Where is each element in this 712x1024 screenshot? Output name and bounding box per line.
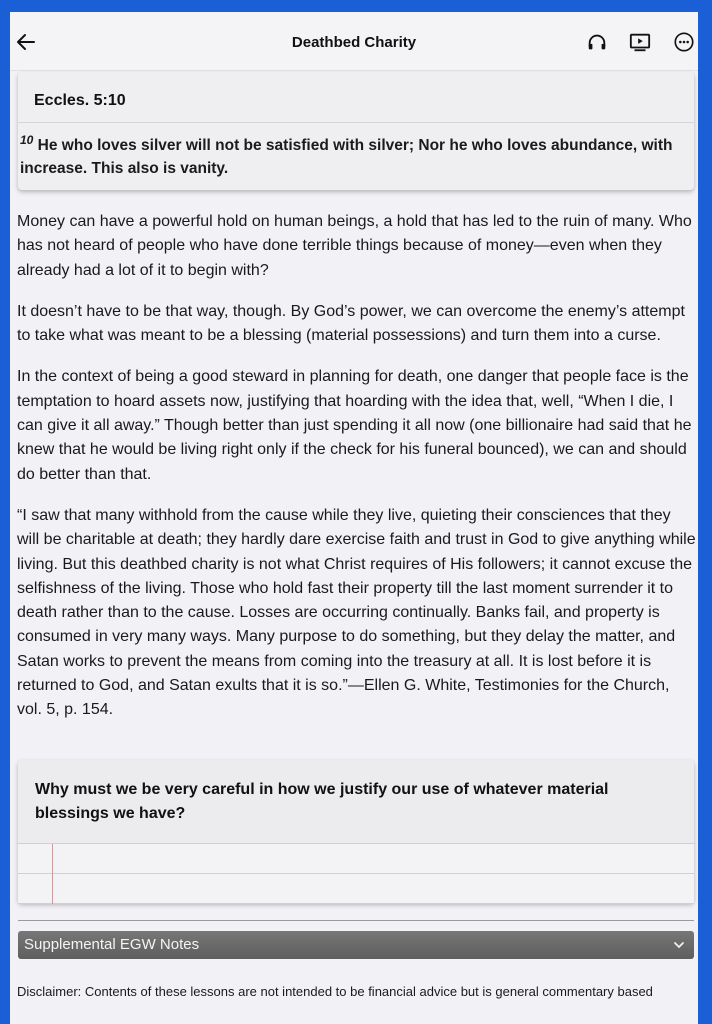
verse-divider [18,122,694,123]
answer-input[interactable] [18,843,694,904]
top-bar [10,12,698,71]
verse-body: He who loves silver will not be satisfied with silver; Nor he who loves abundance, with increase. This also is vanity. [20,137,673,177]
question-card [18,760,694,903]
section-divider [18,920,694,921]
more-options-icon[interactable] [673,31,695,53]
paragraph: “I saw that many withhold from the cause while they live, quieting their consciences that they will be charitable at death; they hardly dare exercise faith and trust in God to give anything while living. But this deathbed charity is not what Christ requires of His followers; it cannot excuse the selfishness of the living. Those who hold fast their property till the last moment surrender it to death rather than to the cause. Losses are occurring continually. Banks fail, and property is consumed in very many ways. Many purpose to do something, but they delay the matter, and Satan works to prevent the means from coming into the treasury at all. It is lost before it is returned to God, and Satan exults that it is so.”—Ellen G. White, Testimonies for the Church, vol. 5, p. 154. [17,506,696,719]
verse-reference[interactable]: Eccles. 5:10 [34,92,126,109]
paragraph: Money can have a powerful hold on human beings, a hold that has led to the ruin of many. Who has not heard of people who have done terrible things because of money—even when they already had a lot of it to begin with? [17,213,692,279]
paragraph: It doesn’t have to be that way, though. By God’s power, we can overcome the enemy’s attempt to take what was meant to be a blessing (material possessions) and turn them into a curse. [17,302,685,345]
verse-text [20,134,696,180]
bible-verse-card [18,72,694,190]
headphones-icon[interactable] [586,31,608,53]
question-text: Why must we be very careful in how we justify our use of whatever material blessings we have? [35,781,609,822]
disclaimer-text: Disclaimer: Contents of these lessons are not intended to be financial advice but is general commentary based [17,984,653,999]
verse-number: 10 [20,132,34,147]
supplemental-notes-label: Supplemental EGW Notes [24,936,200,953]
chevron-down-icon [672,938,686,952]
page-title: Deathbed Charity [291,34,417,51]
paragraph: In the context of being a good steward in planning for death, one danger that people face is the temptation to hoard assets now, justifying that hoarding with the idea that, well, “When I die, I can give it all away.” Though better than just spending it all now (one billionaire had said that he knew that he would be living right only if the check for his funeral bounced), we can and should do better than that. [17,368,692,483]
reader-screen [10,12,698,1024]
notebook-margin-line [52,844,53,904]
supplemental-notes-toggle[interactable] [18,931,694,959]
lesson-body [17,210,697,740]
video-play-icon[interactable] [629,31,651,53]
